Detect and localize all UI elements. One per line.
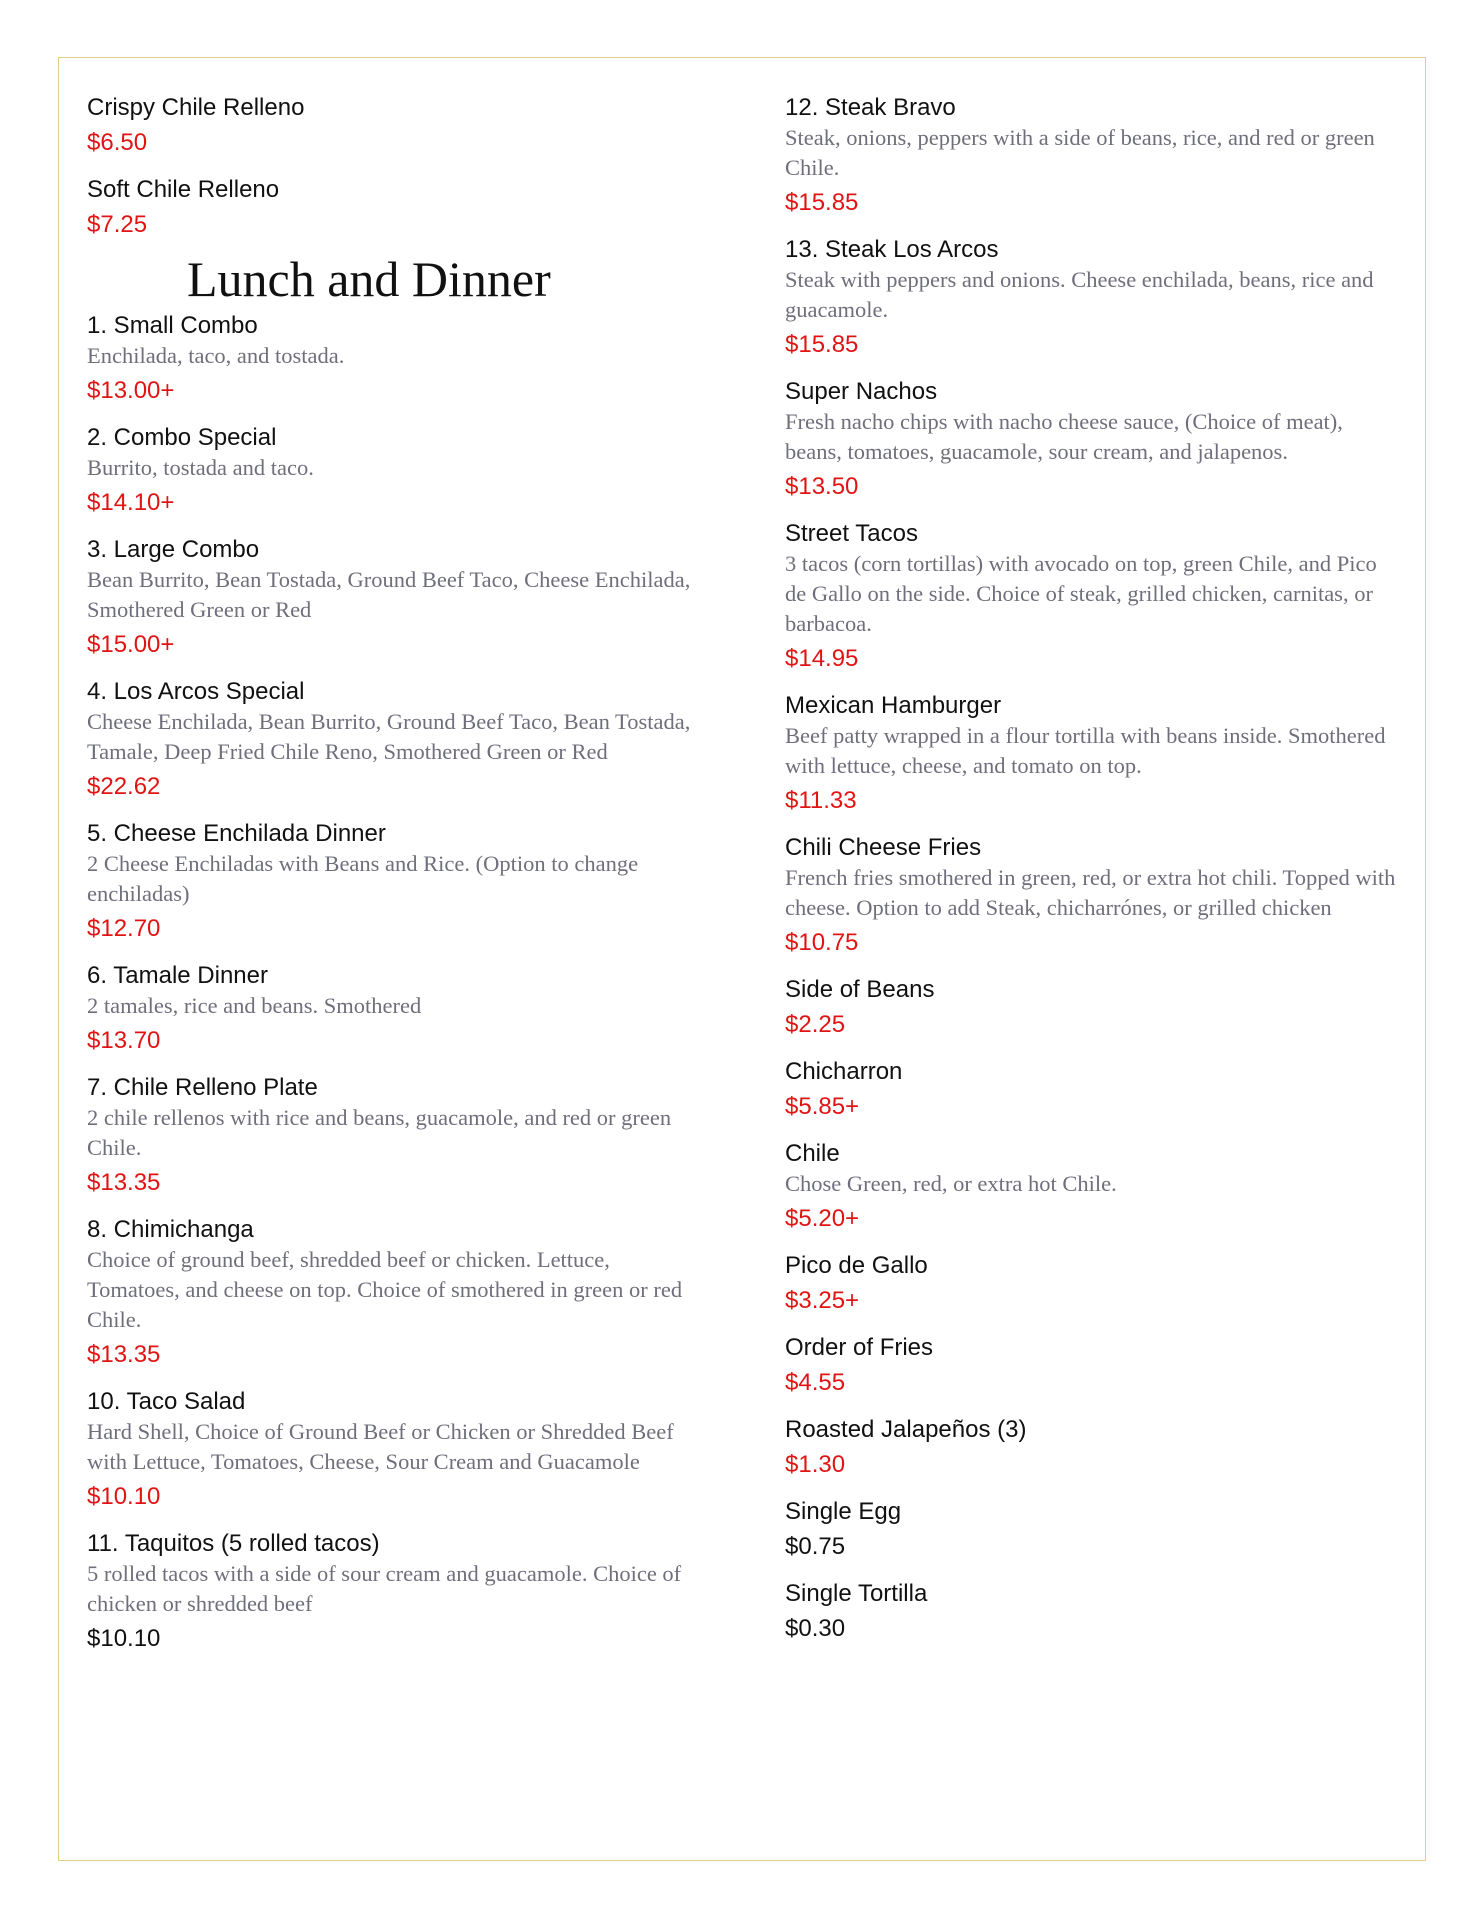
section-title: Lunch and Dinner bbox=[187, 251, 551, 307]
item-name: Crispy Chile Relleno bbox=[87, 94, 305, 121]
item-price: $14.10+ bbox=[87, 489, 175, 516]
menu-item bbox=[87, 960, 707, 1056]
menu-item bbox=[87, 1214, 707, 1370]
menu-item bbox=[785, 518, 1400, 674]
item-description: Choice of ground beef, shredded beef or chicken. Lettuce, Tomatoes, and cheese on top. Choice of smothered in green or red Chile. bbox=[87, 1247, 683, 1332]
item-name: 3. Large Combo bbox=[87, 536, 260, 563]
item-name: Mexican Hamburger bbox=[785, 692, 1002, 719]
right-column bbox=[785, 92, 1400, 1660]
item-name: Street Tacos bbox=[785, 520, 918, 547]
item-price: $4.55 bbox=[785, 1369, 846, 1396]
item-price: $10.10 bbox=[87, 1483, 161, 1510]
item-name: Pico de Gallo bbox=[785, 1252, 928, 1279]
menu-item bbox=[785, 974, 1400, 1040]
item-price: $14.95 bbox=[785, 645, 859, 672]
item-name: 10. Taco Salad bbox=[87, 1388, 246, 1415]
item-name: 11. Taquitos (5 rolled tacos) bbox=[87, 1530, 380, 1557]
item-price: $13.00+ bbox=[87, 377, 175, 404]
item-description: Steak, onions, peppers with a side of beans, rice, and red or green Chile. bbox=[785, 125, 1375, 180]
menu-item bbox=[785, 690, 1400, 816]
item-name: Chile bbox=[785, 1140, 840, 1167]
item-description: Fresh nacho chips with nacho cheese sauce, (Choice of meat), beans, tomatoes, guacamole, sour cream, and jalapenos. bbox=[785, 409, 1343, 464]
item-description: 2 Cheese Enchiladas with Beans and Rice. (Option to change enchiladas) bbox=[87, 851, 639, 906]
item-description: Hard Shell, Choice of Ground Beef or Chicken or Shredded Beef with Lettuce, Tomatoes, Cheese, Sour Cream and Guacamole bbox=[87, 1419, 674, 1474]
item-name: 4. Los Arcos Special bbox=[87, 678, 305, 705]
menu-item bbox=[785, 1332, 1400, 1398]
item-price: $13.70 bbox=[87, 1027, 161, 1054]
item-description: Cheese Enchilada, Bean Burrito, Ground Beef Taco, Bean Tostada, Tamale, Deep Fried Chile Reno, Smothered Green or Red bbox=[87, 709, 691, 764]
item-price: $5.85+ bbox=[785, 1093, 860, 1120]
item-name: Soft Chile Relleno bbox=[87, 176, 280, 203]
menu-item bbox=[87, 818, 707, 944]
menu-item bbox=[785, 1250, 1400, 1316]
item-name: Roasted Jalapeños (3) bbox=[785, 1416, 1027, 1443]
item-description: Enchilada, taco, and tostada. bbox=[87, 343, 345, 368]
item-name: 12. Steak Bravo bbox=[785, 94, 956, 121]
item-price: $10.10 bbox=[87, 1625, 161, 1652]
menu-item bbox=[87, 422, 707, 518]
menu-item bbox=[87, 1386, 707, 1512]
menu-item bbox=[785, 1056, 1400, 1122]
item-price: $15.85 bbox=[785, 331, 859, 358]
item-price: $12.70 bbox=[87, 915, 161, 942]
item-price: $10.75 bbox=[785, 929, 859, 956]
item-description: 3 tacos (corn tortillas) with avocado on top, green Chile, and Pico de Gallo on the side. Choice of steak, grilled chicken, carnitas, or barbacoa. bbox=[785, 551, 1377, 636]
menu-item bbox=[87, 534, 707, 660]
item-description: Chose Green, red, or extra hot Chile. bbox=[785, 1171, 1117, 1196]
item-name: Chicharron bbox=[785, 1058, 903, 1085]
item-name: Single Egg bbox=[785, 1498, 902, 1525]
item-name: Order of Fries bbox=[785, 1334, 934, 1361]
item-name: 6. Tamale Dinner bbox=[87, 962, 268, 989]
item-price: $13.50 bbox=[785, 473, 859, 500]
item-price: $15.00+ bbox=[87, 631, 175, 658]
menu-item bbox=[785, 234, 1400, 360]
item-name: Side of Beans bbox=[785, 976, 935, 1003]
menu-item bbox=[785, 1138, 1400, 1234]
menu-item bbox=[785, 1496, 1400, 1562]
left-column bbox=[87, 92, 707, 1670]
item-price: $11.33 bbox=[785, 787, 857, 814]
item-description: 2 chile rellenos with rice and beans, guacamole, and red or green Chile. bbox=[87, 1105, 672, 1160]
item-name: Super Nachos bbox=[785, 378, 938, 405]
menu-item bbox=[87, 310, 707, 406]
item-description: 5 rolled tacos with a side of sour cream and guacamole. Choice of chicken or shredded beef bbox=[87, 1561, 682, 1616]
item-description: Burrito, tostada and taco. bbox=[87, 455, 314, 480]
item-price: $0.75 bbox=[785, 1533, 846, 1560]
menu-item bbox=[87, 1528, 707, 1654]
item-name: 5. Cheese Enchilada Dinner bbox=[87, 820, 386, 847]
menu-item bbox=[785, 832, 1400, 958]
menu-item bbox=[87, 676, 707, 802]
menu-item bbox=[87, 1072, 707, 1198]
item-name: Single Tortilla bbox=[785, 1580, 928, 1607]
item-name: 7. Chile Relleno Plate bbox=[87, 1074, 318, 1101]
menu-item bbox=[87, 174, 707, 240]
menu-item bbox=[785, 376, 1400, 502]
item-description: French fries smothered in green, red, or extra hot chili. Topped with cheese. Option to add Steak, chicharrónes, or grilled chicken bbox=[785, 865, 1396, 920]
item-description: Steak with peppers and onions. Cheese enchilada, beans, rice and guacamole. bbox=[785, 267, 1374, 322]
menu-item bbox=[785, 1578, 1400, 1644]
item-price: $13.35 bbox=[87, 1169, 161, 1196]
item-price: $2.25 bbox=[785, 1011, 846, 1038]
item-price: $1.30 bbox=[785, 1451, 846, 1478]
item-description: Bean Burrito, Bean Tostada, Ground Beef Taco, Cheese Enchilada, Smothered Green or Red bbox=[87, 567, 691, 622]
item-name: 13. Steak Los Arcos bbox=[785, 236, 999, 263]
item-price: $22.62 bbox=[87, 773, 161, 800]
menu-item bbox=[87, 92, 707, 158]
item-price: $7.25 bbox=[87, 211, 148, 238]
item-description: 2 tamales, rice and beans. Smothered bbox=[87, 993, 422, 1018]
item-price: $3.25+ bbox=[785, 1287, 860, 1314]
item-name: 2. Combo Special bbox=[87, 424, 277, 451]
menu-item bbox=[785, 92, 1400, 218]
item-name: 8. Chimichanga bbox=[87, 1216, 254, 1243]
item-description: Beef patty wrapped in a flour tortilla with beans inside. Smothered with lettuce, cheese, and tomato on top. bbox=[785, 723, 1386, 778]
item-name: Chili Cheese Fries bbox=[785, 834, 982, 861]
item-price: $0.30 bbox=[785, 1615, 846, 1642]
item-price: $6.50 bbox=[87, 129, 148, 156]
item-price: $15.85 bbox=[785, 189, 859, 216]
item-price: $13.35 bbox=[87, 1341, 161, 1368]
menu-item bbox=[785, 1414, 1400, 1480]
item-price: $5.20+ bbox=[785, 1205, 860, 1232]
item-name: 1. Small Combo bbox=[87, 312, 258, 339]
